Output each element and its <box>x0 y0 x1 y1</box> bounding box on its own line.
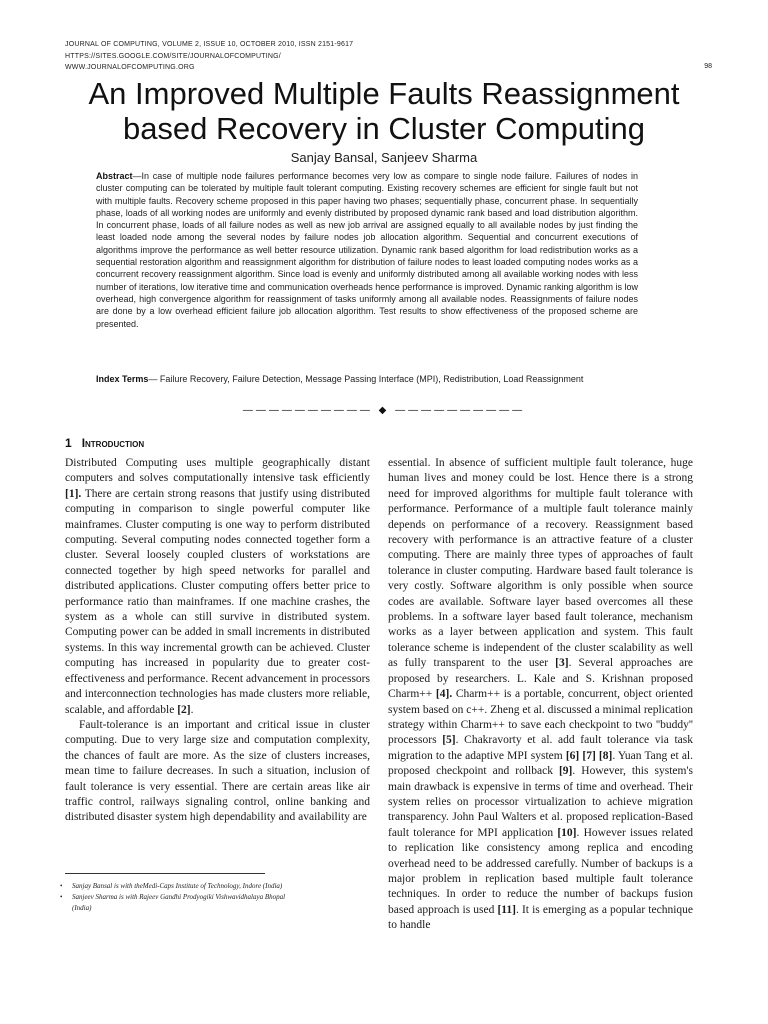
paper-title <box>40 76 728 146</box>
citation: [9] <box>558 765 573 778</box>
section-heading <box>65 436 144 450</box>
citation: [10] <box>557 826 577 839</box>
body-text: . Chakravorty et al. add fault tolerance via task migration to the adaptive MPI system <box>388 734 693 762</box>
footnote-text: Sanjay Bansal is with theMedi-Caps Institute of Technology, Indore (India) <box>72 882 283 890</box>
footnote <box>60 892 390 903</box>
citation: [3] <box>555 657 569 670</box>
index-terms-label: Index Terms <box>96 374 149 384</box>
section-title: Introduction <box>81 436 145 450</box>
paragraph <box>388 456 693 934</box>
citation: [2] <box>177 703 191 716</box>
footnote-text: Sanjeev Sharma is with Rajeev Gandhi Prodyogiki Vishwavidhalaya Bhopal <box>72 893 286 901</box>
title-line-1: An Improved Multiple Faults Reassignment <box>88 76 680 111</box>
section-divider: —————————— ◆ —————————— <box>242 405 526 416</box>
title-line-2: based Recovery in Cluster Computing <box>122 111 646 146</box>
footnotes <box>60 881 390 914</box>
paragraph <box>65 456 370 718</box>
citation: [5] <box>442 734 456 747</box>
footnote-continuation: (India) <box>72 904 92 912</box>
citation: [1]. <box>65 487 82 500</box>
body-text: . Several approaches are proposed by researchers. L. Kale and S. Krishnan proposed Charm++ <box>388 657 693 701</box>
body-text: . It is emerging as a popular technique to handle <box>388 903 693 932</box>
journal-url-website[interactable]: WWW.JOURNALOFCOMPUTING.ORG <box>65 64 195 71</box>
footnote <box>60 881 390 892</box>
abstract-label: Abstract <box>96 171 133 181</box>
section-number: 1 <box>65 436 72 450</box>
journal-header: JOURNAL OF COMPUTING, VOLUME 2, ISSUE 10, OCTOBER 2010, ISSN 2151-9617 <box>65 41 354 48</box>
citation: [6] [7] [8] <box>565 749 613 762</box>
body-text: . However issues related to replication like consistency among replica and encoding overhead need to be addressed carefully. Number of backups is a major problem in replication based multiple fault tolerance techniques. In order to reduce the number of backups fusion based approach is used <box>388 826 693 916</box>
body-text: . Yuan Tang et al. proposed checkpoint and rollback <box>388 749 693 778</box>
bullet-icon: • <box>60 882 63 890</box>
citation: [11] <box>497 903 516 916</box>
index-terms <box>96 374 696 384</box>
body-text: Charm++ is a portable, concurrent, object oriented system based on c++. Zheng et al. discussed a minimal replication strategy within Charm++ to save each checkpoint to two ''buddy'' processors <box>388 688 693 747</box>
abstract-text: —In case of multiple node failures performance becomes very low as compare to single node failure. Failures of nodes in cluster computing can be tolerated by multiple fault tolerant computing. Existing recovery schemes are efficient for single fault but not with multiple faults. Recovery scheme proposed in this paper having two phases; sequentially phase, concurrent phase. In sequentially phase, loads of all working nodes are uniformly and evenly distributed by proposed dynamic rank based and load distribution algorithm. In concurrent phase, loads of all failure nodes as well as new job arrival are assigned equally to all available nodes by just finding the least loaded node among the several nodes by failure nodes job allocation algorithm. Sequential and concurrent executions of algorithms improve the performance as well better resource utilization. Dynamic rank based algorithm for load redistribution works as a sequential restoration algorithm and reassignment algorithm for distribution of failure nodes to least loaded computing nodes works as a concurrent recovery reassignment algorithm. Since load is evenly and uniformly distributed among all available working nodes with less number of iterations, low iterative time and communication overheads hence performance is improved. Dynamic ranking algorithm is low overhead, high convergence algorithm for reassignment of tasks uniformly among all available nodes. Reassignments of failure nodes are done by a low overhead efficient failure job allocation algorithm. Test results to show effectiveness of the proposed scheme are presented. <box>96 171 638 329</box>
bullet-icon: • <box>60 893 63 901</box>
index-terms-text: — Failure Recovery, Failure Detection, Message Passing Interface (MPI), Redistribution, Load Reassignment <box>148 374 584 384</box>
authors: Sanjay Bansal, Sanjeev Sharma <box>290 150 478 165</box>
body-column-right <box>388 456 693 934</box>
page-number: 98 <box>704 63 712 70</box>
body-text: Distributed Computing uses multiple geographically distant computers and solves computationally intensive task efficiently <box>65 457 370 485</box>
body-column-left <box>65 456 370 826</box>
footnote-rule <box>65 873 265 874</box>
body-text: . <box>190 703 194 716</box>
paragraph: Fault-tolerance is an important and critical issue in cluster computing. Due to very large size and computation complexity, the chances of fault are more. As the size of clusters increases, mean time to failure decreases. In such a situation, inclusion of fault tolerance is very essential. There are certain areas like air traffic control, railways signaling control, online banking and distributed disaster system high dependability and availability are <box>65 718 370 824</box>
body-text: There are certain strong reasons that justify using distributed computing in comparison to single powerful computer like mainframes. Cluster computing is one way to perform distributed computing. Several computing nodes connected together form a cluster. Several loosely coupled clusters of workstations are connected together by high speed networks for parallel and distributed applications. Cluster computing offers better price to performance ratio than mainframes. If one machine crashes, the system as a whole can still survive in distributed system. Computing power can be added in small increments in distributed systems. In this way incremental growth can be achieved. Cluster computing has increased in popularity due to greater cost-effectiveness and performance. Recent advancement in processors and interconnection technologies has made clusters more reliable, scalable, and affordable <box>65 487 370 716</box>
body-text: essential. In absence of sufficient multiple fault tolerance, huge human lives and money could be lost. Hence there is a strong need for improved algorithms for multiple fault tolerance with performance. Performance of a multiple fault tolerance mainly depends on performance of a recovery. Reassignment based recovery with performance is an attractive feature of a cluster computing. There are mainly three types of approaches of fault tolerance in cluster computing. Hardware based fault tolerance is very costly. Software algorithm is only possible when source codes are available. Software layer based overcomes all these problems. In a software layer based fault tolerance, mechanism works as a layer between application and system. This fault tolerance scheme is independent of the cluster scalability as well as fully transparent to the user <box>388 457 693 670</box>
journal-url-sites[interactable]: HTTPS://SITES.GOOGLE.COM/SITE/JOURNALOFCOMPUTING/ <box>65 53 281 60</box>
body-text: . However, this system's main drawback is expensive in terms of time and overhead. Their system relies on processor virtualization to achieve migration transparency. John Paul Walters et al. proposed replication-Based fault tolerance for MPI application <box>388 765 693 839</box>
abstract <box>96 170 638 330</box>
citation: [4]. <box>435 688 453 701</box>
